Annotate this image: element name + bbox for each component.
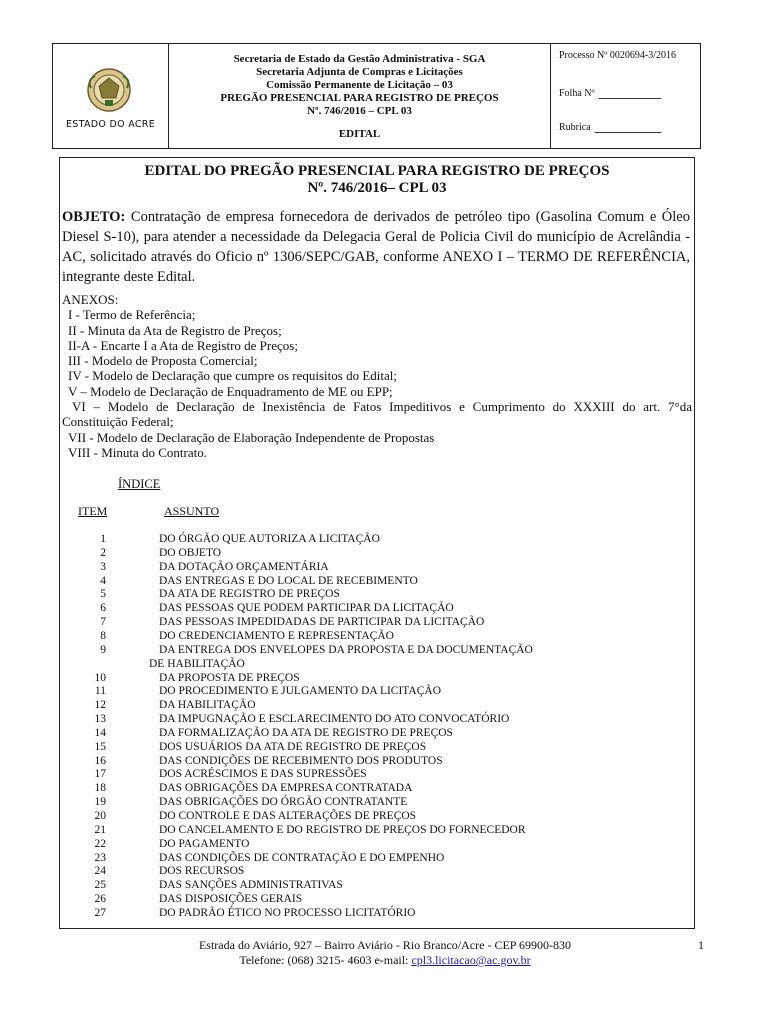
indice-row-number: 3: [100, 560, 106, 573]
indice-row-number: 21: [94, 823, 106, 836]
indice-row: [60, 823, 696, 837]
indice-row-number: 17: [94, 768, 106, 781]
indice-row-subject: DO OBJETO: [159, 546, 222, 559]
indice-row: [60, 574, 696, 588]
indice-row: [60, 809, 696, 823]
header-institution: [169, 44, 551, 148]
indice-row: [60, 740, 696, 754]
anexos-heading: ANEXOS:: [62, 292, 119, 307]
indice-row-subject: DO PAGAMENTO: [159, 837, 250, 850]
indice-row-number: 20: [94, 810, 106, 822]
indice-title: ÍNDICE: [118, 477, 161, 491]
indice-row: [60, 767, 696, 781]
rubrica-label: Rubrica: [559, 122, 591, 133]
indice-row: [60, 560, 696, 574]
indice-row-subject: DAS PESSOAS QUE PODEM PARTICIPAR DA LICITAÇÃO: [159, 602, 454, 615]
indice-col-assunto: ASSUNTO: [164, 504, 220, 518]
header-line: Comissão Permanente de Licitação – 03: [266, 79, 453, 91]
indice-row-subject: DAS DISPOSIÇÕES GERAIS: [159, 893, 303, 906]
document-body: [59, 157, 695, 929]
anexos-list: [62, 292, 692, 460]
indice-row-subject: DAS PESSOAS IMPEDIDADAS DE PARTICIPAR DA LICITAÇÃO: [159, 616, 485, 629]
indice-row-number: 6: [100, 602, 106, 615]
indice-row-subject: DAS SANÇÕES ADMINISTRATIVAS: [159, 879, 343, 892]
objeto-label: OBJETO:: [62, 209, 126, 225]
indice-row: [60, 795, 696, 809]
state-seal-icon: [85, 66, 133, 114]
anexo-item: III - Modelo de Proposta Comercial;: [68, 353, 258, 369]
anexo-item: V – Modelo de Declaração de Enquadramento de ME ou EPP;: [68, 383, 393, 399]
indice-row-subject: DA PROPOSTA DE PREÇOS: [159, 671, 300, 684]
indice-row: [60, 906, 696, 920]
indice-row-number: 24: [94, 865, 106, 878]
indice-row: [60, 657, 696, 671]
indice-row-number: 2: [100, 546, 106, 559]
document-title: [60, 163, 694, 197]
indice-row-number: 16: [94, 754, 106, 767]
indice-row-number: 4: [100, 574, 106, 587]
indice-row-number: 27: [94, 906, 106, 919]
header-line: Nº. 746/2016 – CPL 03: [307, 105, 412, 117]
indice-row-number: 14: [94, 726, 106, 739]
indice-row-subject: DAS ENTREGAS E DO LOCAL DE RECEBIMENTO: [159, 574, 418, 587]
indice-row: [60, 698, 696, 712]
indice-row: [60, 546, 696, 560]
document-header: [52, 43, 701, 149]
processo-number: Processo Nº 0020694-3/2016: [559, 50, 676, 61]
folha-field: [559, 88, 700, 99]
indice-row-subject: DAS OBRIGAÇÕES DA EMPRESA CONTRATADA: [159, 782, 413, 795]
indice-row-number: 19: [94, 796, 106, 809]
anexo-item: VIII - Minuta do Contrato.: [68, 444, 208, 460]
indice-row: [60, 587, 696, 601]
header-line: PREGÃO PRESENCIAL PARA REGISTRO DE PREÇOS: [220, 92, 499, 104]
indice-row: [60, 643, 696, 657]
indice-row-number: 25: [94, 879, 106, 892]
anexo-item: VII - Modelo de Declaração de Elaboração Independente de Propostas: [68, 429, 435, 445]
indice-row-subject: DO PADRÃO ÉTICO NO PROCESSO LICITATÓRIO: [159, 906, 416, 919]
page-number: 1: [698, 938, 704, 952]
header-edital-label: EDITAL: [338, 128, 381, 140]
indice-row: [60, 837, 696, 851]
indice-row: [60, 754, 696, 768]
anexo-item: II - Minuta da Ata de Registro de Preços;: [68, 322, 282, 338]
header-line: Secretaria de Estado da Gestão Administrativa - SGA: [233, 53, 486, 65]
indice-row-subject: DAS CONDIÇÕES DE RECEBIMENTO DOS PRODUTOS: [159, 754, 443, 767]
indice-row-number: 1: [100, 533, 106, 545]
indice-row-subject: DA IMPUGNAÇÃO E ESCLARECIMENTO DO ATO CONVOCATÓRIO: [159, 713, 510, 726]
header-process-cell: [551, 44, 700, 148]
indice-row-subject: DO CONTROLE E DAS ALTERAÇÕES DE PREÇOS: [159, 810, 417, 822]
indice-row-subject: DA ATA DE REGISTRO DE PREÇOS: [159, 588, 340, 601]
title-line-1: EDITAL DO PREGÃO PRESENCIAL PARA REGISTRO DE PREÇOS: [144, 163, 610, 179]
indice-row-subject: DAS OBRIGAÇÕES DO ÓRGÃO CONTRATANTE: [159, 796, 408, 809]
indice-row-number: 22: [94, 837, 106, 850]
page-footer: [0, 938, 770, 968]
indice-row-number: 5: [100, 588, 106, 601]
indice-row: [60, 781, 696, 795]
indice-row: [60, 615, 696, 629]
indice-row-number: 12: [94, 699, 106, 712]
indice-row-number: 23: [94, 851, 106, 864]
indice-row-subject: DAS CONDIÇÕES DE CONTRATAÇÃO E DO EMPENHO: [159, 851, 445, 864]
state-name: ESTADO DO ACRE: [66, 119, 155, 130]
anexo-item: VI – Modelo de Declaração de Inexistência de Fatos Impeditivos e Cumprimento do XXXIII do art. 7°da: [72, 399, 692, 415]
indice-row-subject: DOS ACRÉSCIMOS E DAS SUPRESSÕES: [159, 768, 367, 781]
indice-row: [60, 629, 696, 643]
indice-row-subject: DE HABILITAÇÃO: [149, 657, 245, 670]
indice-row-number: 18: [94, 782, 106, 795]
indice-row: [60, 726, 696, 740]
rubrica-blank: [595, 123, 661, 133]
title-line-2: Nº. 746/2016– CPL 03: [307, 180, 447, 196]
anexo-item: I - Termo de Referência;: [68, 307, 196, 323]
indice-col-item: ITEM: [78, 504, 108, 518]
indice-row-subject: DA FORMALIZAÇÃO DA ATA DE REGISTRO DE PREÇOS: [159, 726, 453, 739]
indice-row: [60, 712, 696, 726]
indice-row-subject: DOS RECURSOS: [159, 865, 245, 878]
folha-label: Folha Nº: [559, 88, 595, 99]
indice-row-number: 26: [94, 893, 106, 906]
footer-address: Estrada do Aviário, 927 – Bairro Aviário - Rio Branco/Acre - CEP 69900-830: [198, 938, 572, 952]
indice-row-subject: DO CANCELAMENTO E DO REGISTRO DE PREÇOS DO FORNECEDOR: [159, 823, 526, 836]
anexo-item: II-A - Encarte I a Ata de Registro de Preços;: [68, 337, 298, 353]
folha-blank: [599, 89, 661, 99]
indice-row-subject: DO ÓRGÃO QUE AUTORIZA A LICITAÇÃO: [159, 533, 380, 545]
indice-row-subject: DO PROCEDIMENTO E JULGAMENTO DA LICITAÇÃO: [159, 685, 441, 698]
indice-row: [60, 878, 696, 892]
objeto-paragraph: [62, 207, 690, 287]
indice-row: [60, 532, 696, 546]
indice-row-subject: DA DOTAÇÃO ORÇAMENTÁRIA: [159, 560, 329, 573]
indice-row: [60, 601, 696, 615]
footer-phone: Telefone: (068) 3215- 4603 e-mail:: [239, 953, 409, 967]
indice-row-number: 11: [94, 685, 106, 698]
indice-row-subject: DA HABILITAÇÃO: [159, 699, 256, 712]
rubrica-field: [559, 122, 700, 133]
indice-row-number: 9: [100, 643, 106, 656]
indice-row-number: 15: [94, 740, 106, 753]
indice-row-number: 10: [94, 671, 106, 684]
indice-row-subject: DO CREDENCIAMENTO E REPRESENTAÇÃO: [159, 629, 394, 642]
indice-row-subject: DOS USUÁRIOS DA ATA DE REGISTRO DE PREÇOS: [159, 740, 427, 753]
anexo-item-continuation: Constituição Federal;: [62, 414, 174, 430]
indice-row: [60, 671, 696, 685]
footer-email-link[interactable]: cpl3.licitacao@ac.gov.br: [411, 953, 531, 967]
header-logo-cell: [53, 44, 169, 148]
indice-row: [60, 864, 696, 878]
header-line: Secretaria Adjunta de Compras e Licitações: [256, 66, 463, 78]
indice-row-number: 8: [100, 629, 106, 642]
objeto-text: Contratação de empresa fornecedora de derivados de petróleo tipo (Gasolina Comum e Óleo Diesel S-10), para atender a necessidade da Delegacia Geral de Policia Civil do município de Acrelândia - AC, solicitado através do Oficio nº 1306/SEPC/GAB, conforme ANEXO I – TERMO DE REFERÊNCIA, integrante deste Edital.: [62, 209, 690, 285]
indice-row: [60, 684, 696, 698]
indice-row: [60, 851, 696, 865]
anexo-item: IV - Modelo de Declaração que cumpre os requisitos do Edital;: [68, 368, 397, 384]
indice-row-subject: DA ENTREGA DOS ENVELOPES DA PROPOSTA E DA DOCUMENTAÇÃO: [159, 643, 533, 656]
indice-row-number: 7: [100, 616, 106, 629]
indice-row-number: 13: [94, 713, 106, 726]
indice-row: [60, 892, 696, 906]
footer-contact: [0, 953, 770, 968]
